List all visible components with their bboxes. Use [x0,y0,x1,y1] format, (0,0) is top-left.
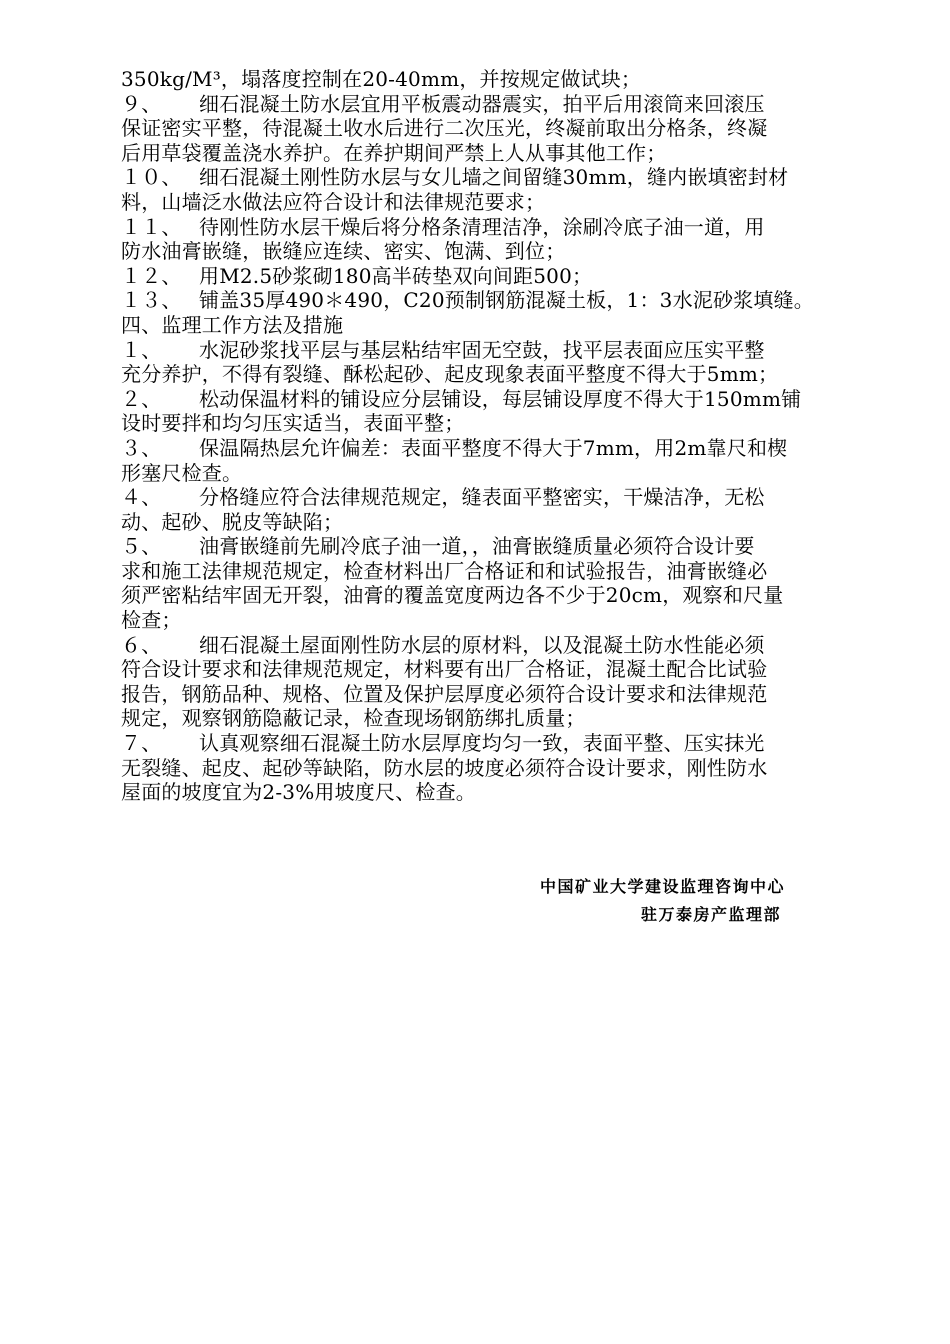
text-line [121,116,859,141]
text-line [121,731,859,756]
item-number: ４、 [121,485,162,510]
item-number: ２、 [121,386,162,411]
line-text: 铺盖35厚490＊490，C20预制钢筋混凝土板，1：3水泥砂浆填缝。 [199,288,814,313]
line-text: 符合设计要求和法律规范规定，材料要有出厂合格证，混凝土配合比试验 [121,657,768,682]
text-line [121,436,859,461]
line-text: 报告，钢筋品种、规格、位置及保护层厚度必须符合设计要求和法律规范 [121,681,768,706]
item-number: １、 [121,337,162,362]
line-text: 水泥砂浆找平层与基层粘结牢固无空鼓，找平层表面应压实平整 [199,337,765,362]
text-line [121,215,859,240]
line-text: 细石混凝土刚性防水层与女儿墙之间留缝30mm，缝内嵌填密封材 [199,165,789,190]
line-text: 检查； [121,608,182,633]
item-number: ９、 [121,91,162,116]
text-line [121,756,859,781]
text-line [121,608,859,633]
line-text: 保温隔热层允许偏差：表面平整度不得大于7mm，用2m靠尺和楔 [199,435,788,460]
line-text: 料，山墙泛水做法应符合设计和法律规范要求； [121,189,546,214]
line-text: 动、起砂、脱皮等缺陷； [121,509,344,534]
line-text: 无裂缝、起皮、起砂等缺陷，防水层的坡度必须符合设计要求，刚性防水 [121,755,768,780]
text-line [121,461,859,486]
text-line [121,780,859,805]
item-number: １３、 [121,288,182,313]
line-text: 细石混凝土屋面刚性防水层的原材料，以及混凝土防水性能必须 [199,632,765,657]
line-text: 350kg/M³，塌落度控制在20-40mm，并按规定做试块； [121,67,642,91]
line-text: 防水油膏嵌缝，嵌缝应连续、密实、饱满、到位； [121,239,566,264]
line-text: 保证密实平整，待混凝土收水后进行二次压光，终凝前取出分格条，终凝 [121,116,768,141]
line-text: 设时要拌和均匀压实适当，表面平整； [121,411,465,436]
text-line [121,657,859,682]
text-line [121,411,859,436]
text-line [121,633,859,658]
text-line [121,510,859,535]
text-line [121,264,859,289]
item-number: １２、 [121,263,182,288]
line-text: 规定，观察钢筋隐蔽记录，检查现场钢筋绑扎质量； [121,706,586,731]
text-line [121,362,859,387]
document-body [121,67,859,805]
line-text: 认真观察细石混凝土防水层厚度均匀一致，表面平整、压实抹光 [199,731,765,756]
text-line [121,239,859,264]
text-line [121,190,859,215]
text-line [121,485,859,510]
text-line [121,534,859,559]
item-number: １１、 [121,214,182,239]
text-line [121,682,859,707]
text-line [121,67,859,92]
text-line [121,165,859,190]
line-text: 后用草袋覆盖浇水养护。在养护期间严禁上人从事其他工作； [121,140,667,165]
line-text: 分格缝应符合法律规范规定，缝表面平整密实，干燥洁净，无松 [199,485,765,510]
item-number: ５、 [121,534,162,559]
line-text: 充分养护，不得有裂缝、酥松起砂、起皮现象表面平整度不得大于5mm； [121,362,779,387]
line-text: 屋面的坡度宜为2-3%用坡度尺、检查。 [121,780,477,805]
item-number: １０、 [121,165,182,190]
line-text: 细石混凝土防水层宜用平板震动器震实，拍平后用滚筒来回滚压 [199,91,765,116]
text-line [121,92,859,117]
item-number: ６、 [121,632,162,657]
line-text: 待刚性防水层干燥后将分格条清理洁净，涂刷冷底子油一道，用 [199,214,765,239]
line-text: 形塞尺检查。 [121,460,243,485]
text-line [121,706,859,731]
text-line [121,338,859,363]
item-number: ３、 [121,435,162,460]
text-line [121,583,859,608]
text-line [121,141,859,166]
line-text: 求和施工法律规范规定，检查材料出厂合格证和和试验报告，油膏嵌缝必 [121,558,768,583]
line-text: 四、监理工作方法及措施 [121,312,344,337]
line-text: 松动保温材料的铺设应分层铺设，每层铺设厚度不得大于150mm铺 [199,386,802,411]
line-text: 用M2.5砂浆砌180高半砖垫双向间距500； [199,263,593,288]
item-number: ７、 [121,731,162,756]
text-line [121,387,859,412]
text-line [121,559,859,584]
signature-organization: 中国矿业大学建设监理咨询中心 [540,877,786,896]
line-text: 须严密粘结牢固无开裂，油膏的覆盖宽度两边各不少于20cm，观察和尺量 [121,583,784,608]
line-text: 油膏嵌缝前先刷冷底子油一道，，油膏嵌缝质量必须符合设计要 [199,534,755,559]
text-line [121,313,859,338]
text-line [121,288,859,313]
signature-department: 驻万泰房产监理部 [641,905,782,924]
